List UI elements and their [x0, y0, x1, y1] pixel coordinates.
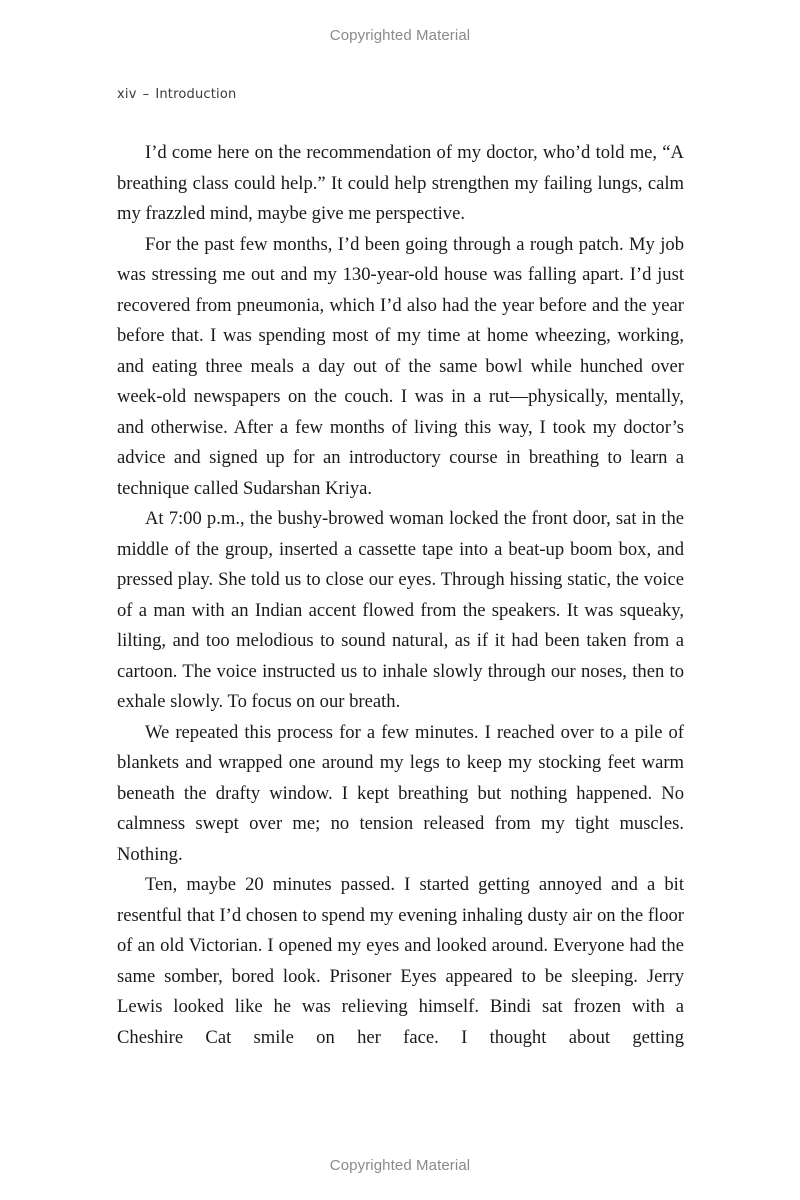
running-head: [117, 87, 236, 102]
body-text: [117, 138, 684, 1053]
paragraph-2: For the past few months, I’d been going through a rough patch. My job was stressing me out and my 130-year-old house was falling apart. I’d just recovered from pneumonia, which I’d also had the year before and the year before that. I was spending most of my time at home wheezing, working, and eating three meals a day out of the same bowl while hunched over week-old newspapers on the couch. I was in a rut—physically, mentally, and otherwise. After a few months of living this way, I took my doctor’s advice and signed up for an introductory course in breathing to learn a technique called Sudarshan Kriya.: [117, 233, 684, 499]
copyright-watermark-bottom: Copyrighted Material: [329, 1157, 471, 1174]
copyright-watermark-top: Copyrighted Material: [329, 27, 471, 44]
paragraph-3: At 7:00 p.m., the bushy-browed woman locked the front door, sat in the middle of the group, inserted a cassette tape into a beat-up boom box, and pressed play. She told us to close our eyes. Through hissing static, the voice of a man with an Indian accent flowed from the speakers. It was squeaky, lilting, and too melodious to sound natural, as if it had been taken from a cartoon. The voice instructed us to inhale slowly through our noses, then to exhale slowly. To focus on our breath.: [117, 508, 684, 712]
section-title: Introduction: [155, 87, 237, 102]
paragraph-1: I’d come here on the recommendation of my doctor, who’d told me, “A breathing class could help.” It could help strengthen my failing lungs, calm my frazzled mind, maybe give me perspective.: [117, 142, 684, 224]
running-head-separator: –: [142, 87, 150, 102]
page-number: xiv: [117, 87, 137, 102]
paragraph-4: We repeated this process for a few minutes. I reached over to a pile of blankets and wrapped one around my legs to keep my stocking feet warm beneath the drafty window. I kept breathing but nothing happened. No calmness swept over me; no tension released from my tight muscles. Nothing.: [117, 721, 684, 865]
paragraph-5: Ten, maybe 20 minutes passed. I started getting annoyed and a bit resentful that I’d chosen to spend my evening inhaling dusty air on the floor of an old Victorian. I opened my eyes and looked around. Everyone had the same somber, bored look. Prisoner Eyes appeared to be sleeping. Jerry Lewis looked like he was relieving himself. Bindi sat frozen with a Cheshire Cat smile on her face. I thought about getting: [117, 874, 684, 1048]
